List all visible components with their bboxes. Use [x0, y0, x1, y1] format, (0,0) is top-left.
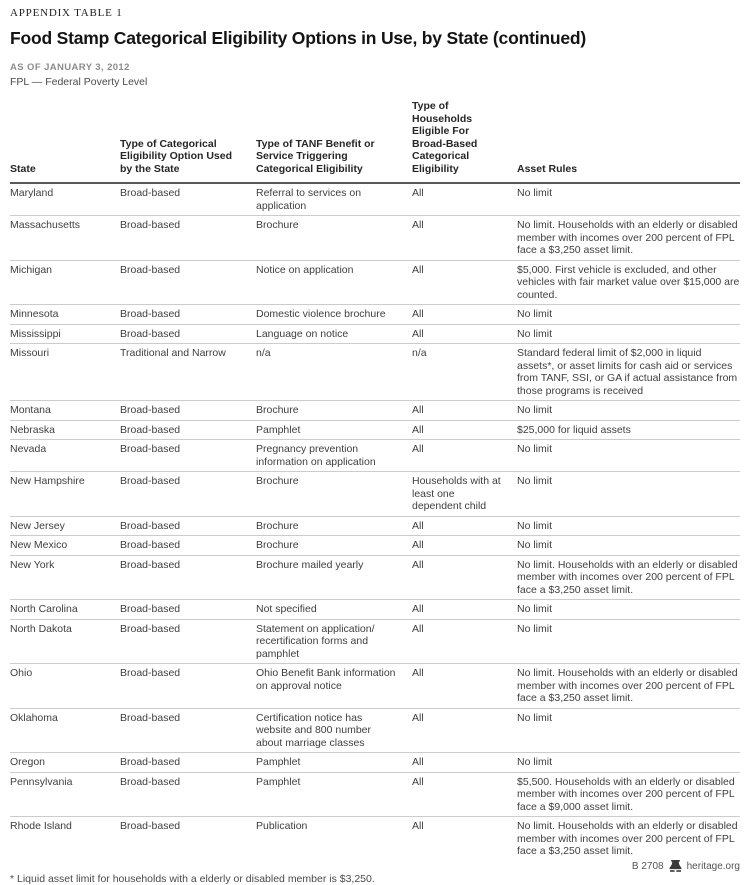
table-cell: No limit: [517, 536, 740, 556]
table-cell: Language on notice: [256, 324, 412, 344]
table-cell: No limit: [517, 324, 740, 344]
table-cell: No limit: [517, 305, 740, 325]
table-cell: All: [412, 619, 517, 664]
table-cell: Broad-based: [120, 183, 256, 216]
table-cell: All: [412, 516, 517, 536]
table-cell: Referral to services on application: [256, 183, 412, 216]
table-head-row: [10, 100, 740, 183]
table-row: [10, 772, 740, 817]
table-cell: All: [412, 772, 517, 817]
table-row: [10, 260, 740, 305]
table-cell: No limit: [517, 708, 740, 753]
table-cell: Brochure mailed yearly: [256, 555, 412, 600]
table-cell: Households with at least one dependent child: [412, 472, 517, 517]
state-cell: New Jersey: [10, 516, 120, 536]
column-header: Type of TANF Benefit or Service Triggering Categorical Eligibility: [256, 100, 412, 183]
table-cell: Broad-based: [120, 753, 256, 773]
state-cell: North Carolina: [10, 600, 120, 620]
table-cell: All: [412, 440, 517, 472]
table-cell: Broad-based: [120, 664, 256, 709]
state-cell: New Hampshire: [10, 472, 120, 517]
footer: [632, 860, 740, 872]
table-cell: Broad-based: [120, 619, 256, 664]
table-cell: Broad-based: [120, 472, 256, 517]
state-cell: North Dakota: [10, 619, 120, 664]
state-cell: Oklahoma: [10, 708, 120, 753]
table-cell: Ohio Benefit Bank information on approval notice: [256, 664, 412, 709]
table-cell: All: [412, 260, 517, 305]
table-cell: Broad-based: [120, 305, 256, 325]
as-of-date: AS OF JANUARY 3, 2012: [10, 62, 130, 73]
table-row: [10, 420, 740, 440]
page-title: Food Stamp Categorical Eligibility Options in Use, by State (continued): [10, 28, 586, 48]
table-cell: No limit: [517, 753, 740, 773]
state-cell: Michigan: [10, 260, 120, 305]
table-cell: $5,000. First vehicle is excluded, and other vehicles with fair market value over $15,000 are counted.: [517, 260, 740, 305]
state-cell: Minnesota: [10, 305, 120, 325]
table-cell: All: [412, 820, 424, 832]
table-cell: All: [412, 753, 517, 773]
table-cell: No limit: [517, 516, 740, 536]
state-cell: Rhode Island: [10, 820, 72, 832]
state-cell: Ohio: [10, 664, 120, 709]
state-cell: Massachusetts: [10, 216, 120, 261]
table-cell: Traditional and Narrow: [120, 344, 256, 401]
table-cell: Broad-based: [120, 820, 181, 832]
table-row: [10, 183, 740, 216]
table-row: [10, 440, 740, 472]
table-cell: Standard federal limit of $2,000 in liquid assets*, or asset limits for cash aid or services from TANF, SSI, or GA if actual assistance from those programs is received: [517, 344, 740, 401]
table-cell: All: [412, 555, 517, 600]
abbreviation-legend: FPL — Federal Poverty Level: [10, 76, 148, 88]
table-cell: All: [412, 600, 517, 620]
table-cell: No limit: [517, 183, 740, 216]
table-cell: All: [412, 305, 517, 325]
table-cell: All: [412, 664, 517, 709]
table-cell: $25,000 for liquid assets: [517, 420, 740, 440]
table-cell: No limit: [517, 401, 740, 421]
eligibility-table: [10, 100, 740, 861]
footer-site: heritage.org: [686, 860, 740, 872]
table-row: [10, 324, 740, 344]
table-cell: Broad-based: [120, 420, 256, 440]
state-cell: Pennsylvania: [10, 772, 120, 817]
table-row: [10, 708, 740, 753]
table-cell: Brochure: [256, 472, 412, 517]
table-cell: Pamphlet: [256, 772, 412, 817]
table-cell: $5,500. Households with an elderly or disabled member with incomes over 200 percent of FPL face a $9,000 asset limit.: [517, 772, 740, 817]
table-cell: No limit: [517, 619, 740, 664]
table-cell: Not specified: [256, 600, 412, 620]
table-cell: No limit: [517, 472, 740, 517]
table-cell: All: [412, 708, 517, 753]
table-cell: Pregnancy prevention information on application: [256, 440, 412, 472]
column-header: Asset Rules: [517, 100, 740, 183]
state-cell: Oregon: [10, 753, 120, 773]
table-cell: No limit. Households with an elderly or disabled member with incomes over 200 percent of FPL face a $3,250 asset limit.: [517, 664, 740, 709]
state-cell: Mississippi: [10, 324, 120, 344]
heritage-bell-icon: [669, 860, 682, 872]
table-cell: No limit. Households with an elderly or disabled member with incomes over 200 percent of FPL face a $3,250 asset limit.: [517, 820, 738, 857]
column-header: Type of Households Eligible For Broad-Based Categorical Eligibility: [412, 100, 517, 183]
table-cell: Pamphlet: [256, 753, 412, 773]
column-header: State: [10, 100, 120, 183]
table-cell: Publication: [256, 820, 308, 832]
table-row: [10, 664, 740, 709]
table-cell: Broad-based: [120, 600, 256, 620]
state-cell: Nevada: [10, 440, 120, 472]
table-cell: No limit: [517, 600, 740, 620]
table-cell: Statement on application/ recertification forms and pamphlet: [256, 619, 412, 664]
state-cell: Nebraska: [10, 420, 120, 440]
table-row: [10, 555, 740, 600]
table-cell: Notice on application: [256, 260, 412, 305]
table-row: [10, 344, 740, 401]
table-cell: Broad-based: [120, 260, 256, 305]
table-cell: Broad-based: [120, 516, 256, 536]
state-cell: Maryland: [10, 183, 120, 216]
table-cell: All: [412, 324, 517, 344]
table-cell: Pamphlet: [256, 420, 412, 440]
table-cell: Broad-based: [120, 708, 256, 753]
table-row: [10, 619, 740, 664]
table-cell: Broad-based: [120, 216, 256, 261]
state-cell: Missouri: [10, 344, 120, 401]
table-cell: n/a: [256, 344, 412, 401]
table-row: [10, 536, 740, 556]
table-cell: All: [412, 401, 517, 421]
table-row: [10, 401, 740, 421]
state-cell: New Mexico: [10, 536, 120, 556]
table-cell: Broad-based: [120, 536, 256, 556]
table-cell: All: [412, 420, 517, 440]
table-row: [10, 472, 740, 517]
table-cell: All: [412, 216, 517, 261]
table-cell: No limit. Households with an elderly or disabled member with incomes over 200 percent of FPL face a $3,250 asset limit.: [517, 555, 740, 600]
table-cell: Certification notice has website and 800 number about marriage classes: [256, 708, 412, 753]
footer-chart-id: B 2708: [631, 860, 664, 872]
table-cell: No limit. Households with an elderly or disabled member with incomes over 200 percent of FPL face a $3,250 asset limit.: [517, 216, 740, 261]
table-row: [10, 516, 740, 536]
column-header: Type of Categorical Eligibility Option Used by the State: [120, 100, 256, 183]
table-cell: All: [412, 183, 517, 216]
state-cell: Montana: [10, 401, 120, 421]
table-cell: Brochure: [256, 401, 412, 421]
table-row: [10, 753, 740, 773]
footnote: * Liquid asset limit for households with a elderly or disabled member is $3,250.: [10, 872, 375, 885]
table-eyebrow: APPENDIX TABLE 1: [10, 7, 123, 19]
table-cell: Broad-based: [120, 772, 256, 817]
table-cell: Broad-based: [120, 440, 256, 472]
table-cell: Domestic violence brochure: [256, 305, 412, 325]
table-row: [10, 216, 740, 261]
table-cell: Broad-based: [120, 401, 256, 421]
table-cell: n/a: [412, 344, 517, 401]
table-cell: No limit: [517, 440, 740, 472]
table-cell: Broad-based: [120, 555, 256, 600]
table-cell: Brochure: [256, 216, 412, 261]
state-cell: New York: [10, 555, 120, 600]
table-row: [10, 305, 740, 325]
table-row: [10, 600, 740, 620]
table-body: [10, 183, 740, 861]
table-cell: Broad-based: [120, 324, 256, 344]
table-cell: All: [412, 536, 517, 556]
table-cell: Brochure: [256, 516, 412, 536]
table-row: [10, 817, 740, 861]
table-cell: Brochure: [256, 536, 412, 556]
